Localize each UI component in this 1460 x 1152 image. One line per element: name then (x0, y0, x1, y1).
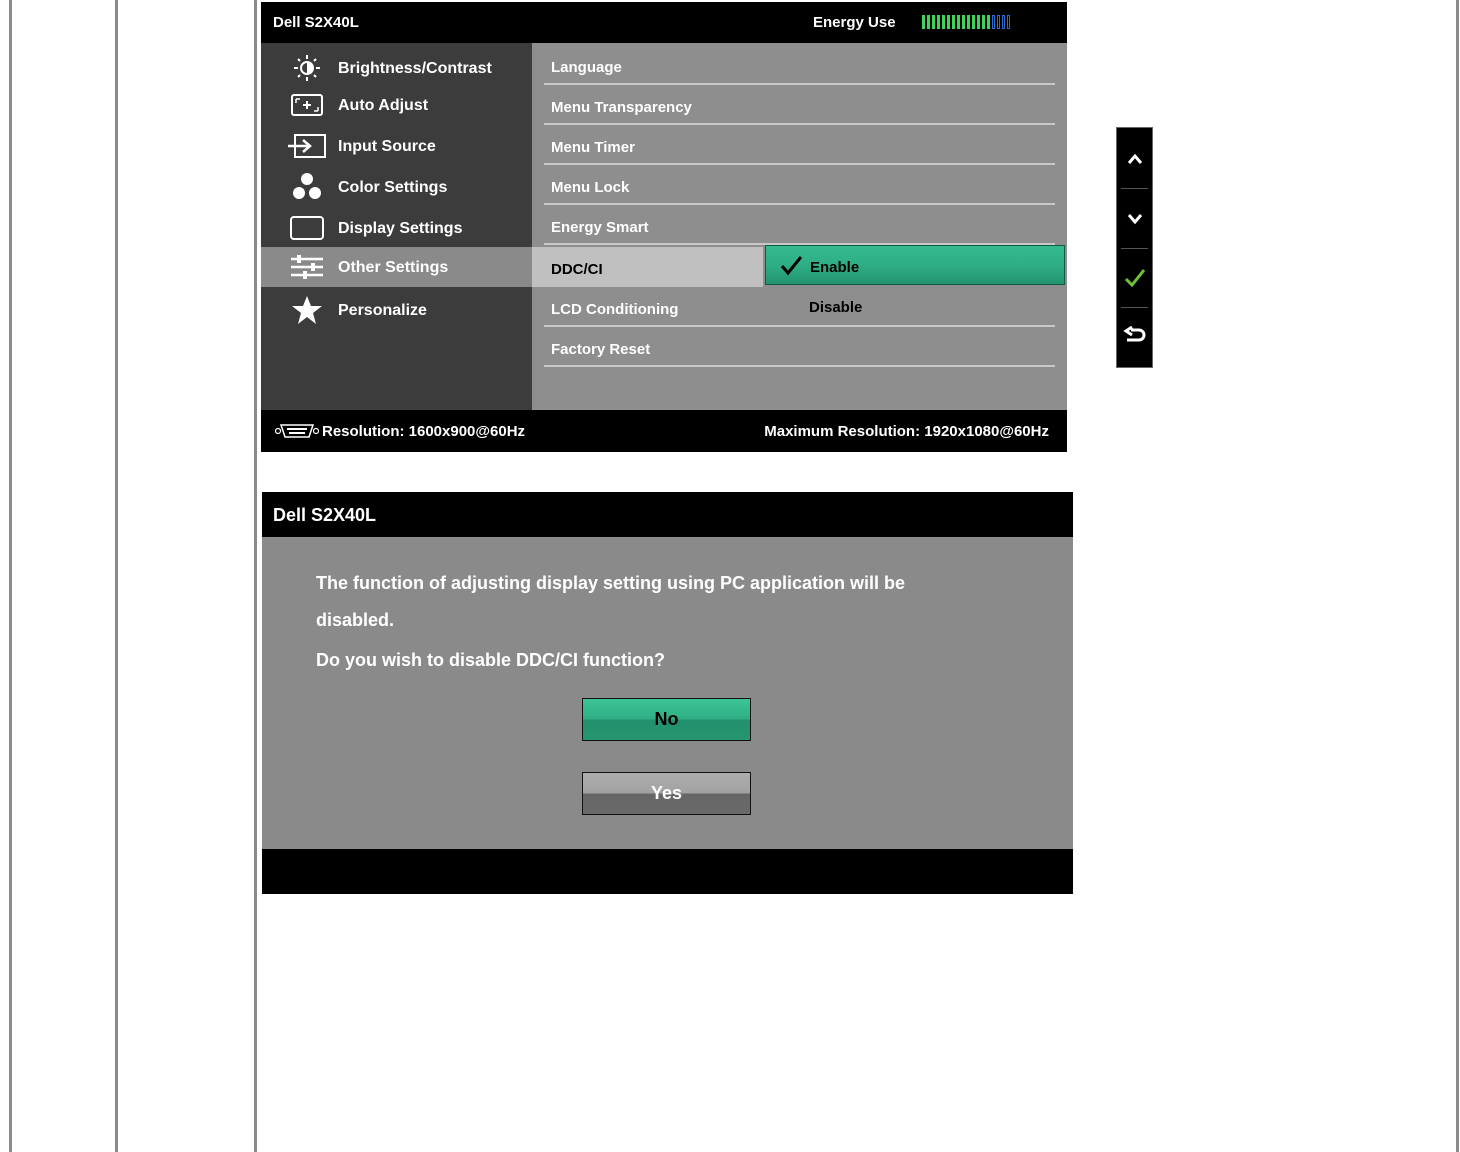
back-icon (1123, 326, 1147, 348)
energy-segment-filled (962, 15, 965, 29)
submenu-item-menu-timer[interactable] (544, 123, 1055, 165)
osd-menu (261, 2, 1067, 452)
frame-line-right (1456, 0, 1459, 1152)
menu-item-label: Color Settings (338, 179, 448, 196)
up-button[interactable] (1117, 130, 1152, 188)
energy-segment-filled (942, 15, 945, 29)
menu-item-label: Auto Adjust (338, 97, 429, 114)
dialog-title: Dell S2X40L (273, 505, 377, 525)
menu-item-input-source[interactable] (261, 126, 532, 166)
strip-divider (1121, 188, 1148, 189)
energy-segment-filled (947, 15, 950, 29)
chevron-up-icon (1127, 153, 1143, 165)
vga-connector-icon (275, 424, 319, 443)
ok-button[interactable] (1117, 249, 1152, 307)
menu-item-label: Other Settings (338, 259, 449, 276)
submenu-item-energy-smart[interactable] (544, 203, 1055, 245)
osd-footer (261, 410, 1067, 452)
submenu-item-label: Factory Reset (551, 341, 651, 358)
frame-line-2 (115, 0, 118, 1152)
energy-segment-empty (1002, 15, 1005, 29)
submenu-item-label: LCD Conditioning (551, 301, 679, 318)
dialog-header (262, 492, 1073, 537)
energy-segment-filled (952, 15, 955, 29)
energy-segment-filled (987, 15, 990, 29)
dialog-message-line-1: The function of adjusting display setting using PC application will be (316, 573, 906, 593)
menu-item-label: Input Source (338, 138, 436, 155)
dialog-footer (262, 849, 1073, 894)
energy-segment-filled (982, 15, 985, 29)
submenu-item-language[interactable] (544, 43, 1055, 85)
dialog-message-line-3: Do you wish to disable DDC/CI function? (316, 650, 665, 670)
display-settings-icon (287, 214, 327, 242)
menu-item-other-settings[interactable] (261, 247, 532, 287)
submenu-item-ddc-ci[interactable] (532, 247, 763, 287)
current-resolution: Resolution: 1600x900@60Hz (322, 423, 526, 440)
energy-segment-empty (997, 15, 1000, 29)
menu-item-personalize[interactable] (261, 290, 532, 330)
main-menu (261, 43, 532, 410)
submenu-item-label: Energy Smart (551, 219, 649, 236)
energy-segment-filled (977, 15, 980, 29)
checkmark-icon (780, 254, 802, 276)
other-settings-icon (287, 253, 327, 281)
energy-segment-filled (937, 15, 940, 29)
back-button[interactable] (1117, 308, 1152, 366)
energy-segment-filled (922, 15, 925, 29)
frame-line-3 (254, 0, 257, 1152)
brightness-icon (287, 54, 327, 82)
chevron-down-icon (1127, 213, 1143, 225)
yes-button[interactable]: Yes (582, 772, 751, 815)
energy-segment-empty (1007, 15, 1010, 29)
submenu-item-label: Menu Timer (551, 139, 635, 156)
energy-segment-filled (932, 15, 935, 29)
energy-use-label: Energy Use (813, 14, 896, 31)
no-button[interactable]: No (582, 698, 751, 741)
maximum-resolution: Maximum Resolution: 1920x1080@60Hz (764, 423, 1049, 440)
menu-item-label: Personalize (338, 302, 427, 319)
enable-label: Enable (810, 259, 860, 276)
menu-item-label: Display Settings (338, 220, 463, 237)
ddc-ci-enable-option[interactable] (765, 245, 1065, 285)
energy-segment-filled (967, 15, 970, 29)
submenu-item-factory-reset[interactable] (544, 325, 1055, 367)
submenu-item-menu-lock[interactable] (544, 163, 1055, 205)
submenu-item-label: Menu Lock (551, 179, 630, 196)
color-settings-icon (287, 173, 327, 201)
menu-item-display-settings[interactable] (261, 208, 532, 248)
input-source-icon (287, 132, 327, 160)
submenu-item-menu-transparency[interactable] (544, 83, 1055, 125)
submenu-item-label: Language (551, 59, 622, 76)
menu-item-color-settings[interactable] (261, 167, 532, 207)
menu-item-brightness-contrast[interactable] (261, 48, 532, 88)
star-icon (287, 296, 327, 324)
energy-use-meter (922, 15, 1010, 29)
monitor-button-strip (1116, 127, 1153, 368)
energy-segment-filled (927, 15, 930, 29)
energy-segment-filled (957, 15, 960, 29)
osd-title: Dell S2X40L (273, 14, 359, 31)
submenu (532, 43, 1067, 410)
submenu-item-lcd-conditioning[interactable] (544, 285, 1055, 327)
dialog-message-line-2: disabled. (316, 610, 395, 630)
submenu-item-label: Menu Transparency (551, 99, 692, 116)
osd-header (261, 2, 1067, 43)
ddc-ci-disable-option[interactable]: Disable (809, 299, 863, 316)
checkmark-icon (1124, 268, 1146, 288)
submenu-item-label: DDC/CI (551, 261, 603, 278)
menu-item-auto-adjust[interactable] (261, 85, 532, 125)
auto-adjust-icon (287, 91, 327, 119)
ddc-ci-confirm-dialog (262, 492, 1073, 894)
menu-item-label: Brightness/Contrast (338, 60, 492, 77)
energy-segment-empty (992, 15, 995, 29)
down-button[interactable] (1117, 190, 1152, 248)
energy-segment-filled (972, 15, 975, 29)
frame-line-left (9, 0, 12, 1152)
